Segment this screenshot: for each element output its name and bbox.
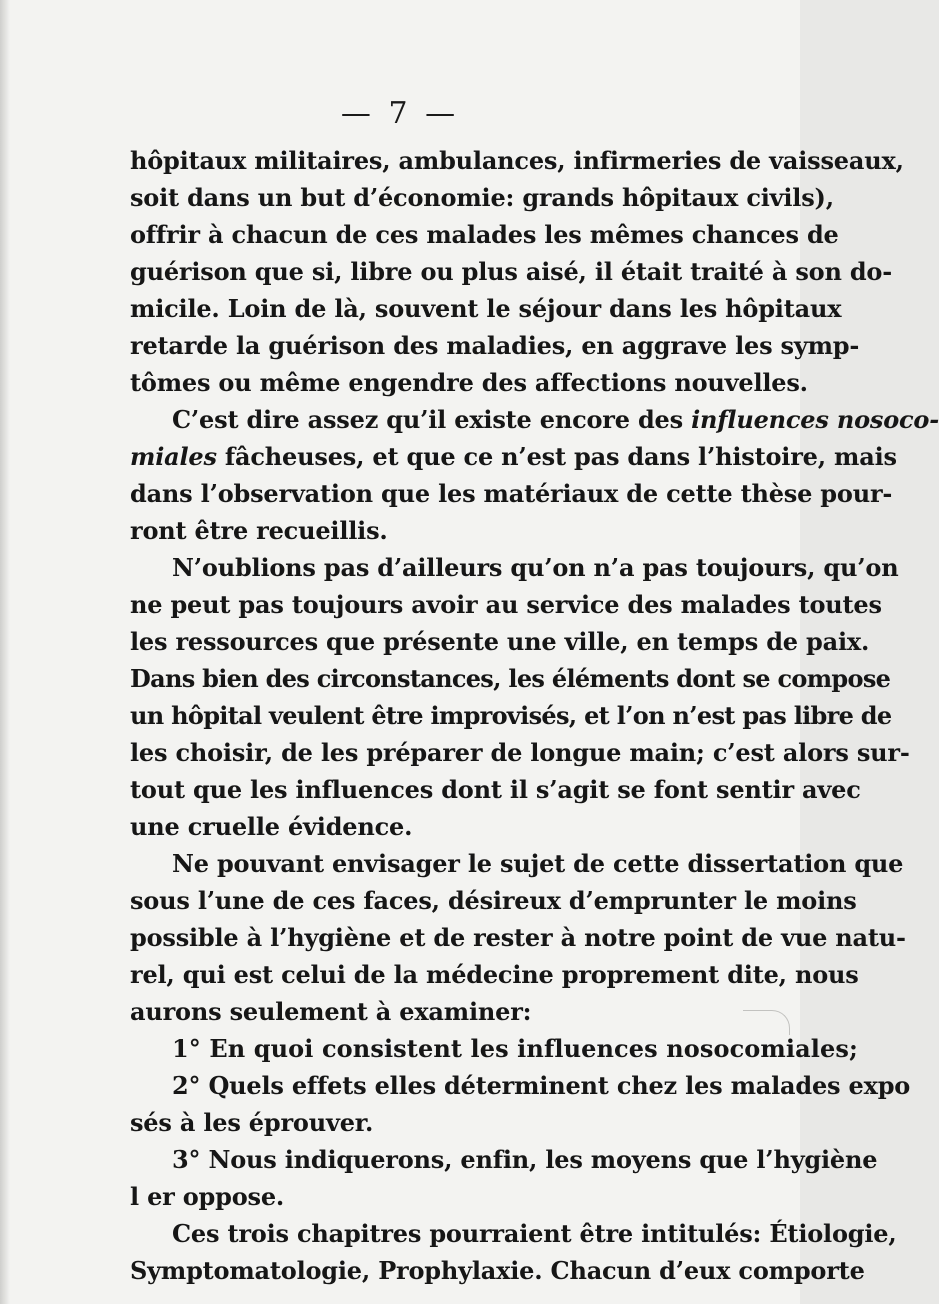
italic-term-miales: miales (130, 442, 217, 471)
text-line-23: rel, qui est celui de la médecine proprement dite, nous (130, 960, 859, 989)
text-line-4: guérison que si, libre ou plus aisé, il était traité à son do- (130, 257, 892, 286)
text-line-2: soit dans un but d’économie: grands hôpitaux civils), (130, 183, 834, 212)
text-line-20: Ne pouvant envisager le sujet de cette dissertation que (172, 849, 904, 878)
list-item-2: 2° Quels effets elles déterminent chez les malades expo (172, 1071, 911, 1100)
body-text (130, 142, 939, 1289)
list-item-2-continuation: sés à les éprouver. (130, 1108, 374, 1137)
text-line-22: possible à l’hygiène et de rester à notre point de vue natu- (130, 923, 906, 952)
text-line-9-suffix: fâcheuses, et que ce n’est pas dans l’histoire, mais (216, 442, 897, 471)
text-line-6: retarde la guérison des maladies, en aggrave les symp- (130, 331, 860, 360)
text-line-3: offrir à chacun de ces malades les mêmes chances de (130, 220, 839, 249)
text-line-24: aurons seulement à examiner: (130, 997, 532, 1026)
text-line-5: micile. Loin de là, souvent le séjour dans les hôpitaux (130, 294, 842, 323)
page-edge-shadow (0, 0, 10, 1304)
text-line-15: Dans bien des circonstances, les éléments dont se compose (130, 664, 891, 693)
text-line-30: Ces trois chapitres pourraient être intitulés: Étiologie, (172, 1219, 897, 1248)
text-line-21: sous l’une de ces faces, désireux d’emprunter le moins (130, 886, 857, 915)
text-line-18: tout que les influences dont il s’agit se font sentir avec (130, 775, 861, 804)
italic-term-influences: influences nosoco- (691, 405, 939, 434)
text-line-10: dans l’observation que les matériaux de cette thèse pour- (130, 479, 893, 508)
text-line-12: N’oublions pas d’ailleurs qu’on n’a pas toujours, qu’on (172, 553, 899, 582)
list-item-1: 1° En quoi consistent les influences nosocomiales; (172, 1034, 858, 1063)
text-line-8-prefix: C’est dire assez qu’il existe encore des (172, 405, 692, 434)
text-line-16: un hôpital veulent être improvisés, et l’on n’est pas libre de (130, 701, 892, 730)
text-line-19: une cruelle évidence. (130, 812, 413, 841)
text-line-7: tômes ou même engendre des affections nouvelles. (130, 368, 808, 397)
text-line-8 (130, 401, 939, 438)
text-line-14: les ressources que présente une ville, en temps de paix. (130, 627, 870, 656)
text-line-13: ne peut pas toujours avoir au service des malades toutes (130, 590, 882, 619)
list-item-3-continuation: l er oppose. (130, 1182, 285, 1211)
page-margin-mark (743, 1010, 790, 1035)
list-item-3: 3° Nous indiquerons, enfin, les moyens que l’hygiène (172, 1145, 878, 1174)
text-line-17: les choisir, de les préparer de longue main; c’est alors sur- (130, 738, 910, 767)
page-number: — 7 — (340, 96, 460, 131)
text-line-1: hôpitaux militaires, ambulances, infirmeries de vaisseaux, (130, 146, 904, 175)
text-line-11: ront être recueillis. (130, 516, 388, 545)
text-line-31: Symptomatologie, Prophylaxie. Chacun d’eux comporte (130, 1256, 865, 1285)
text-line-9 (130, 438, 897, 475)
